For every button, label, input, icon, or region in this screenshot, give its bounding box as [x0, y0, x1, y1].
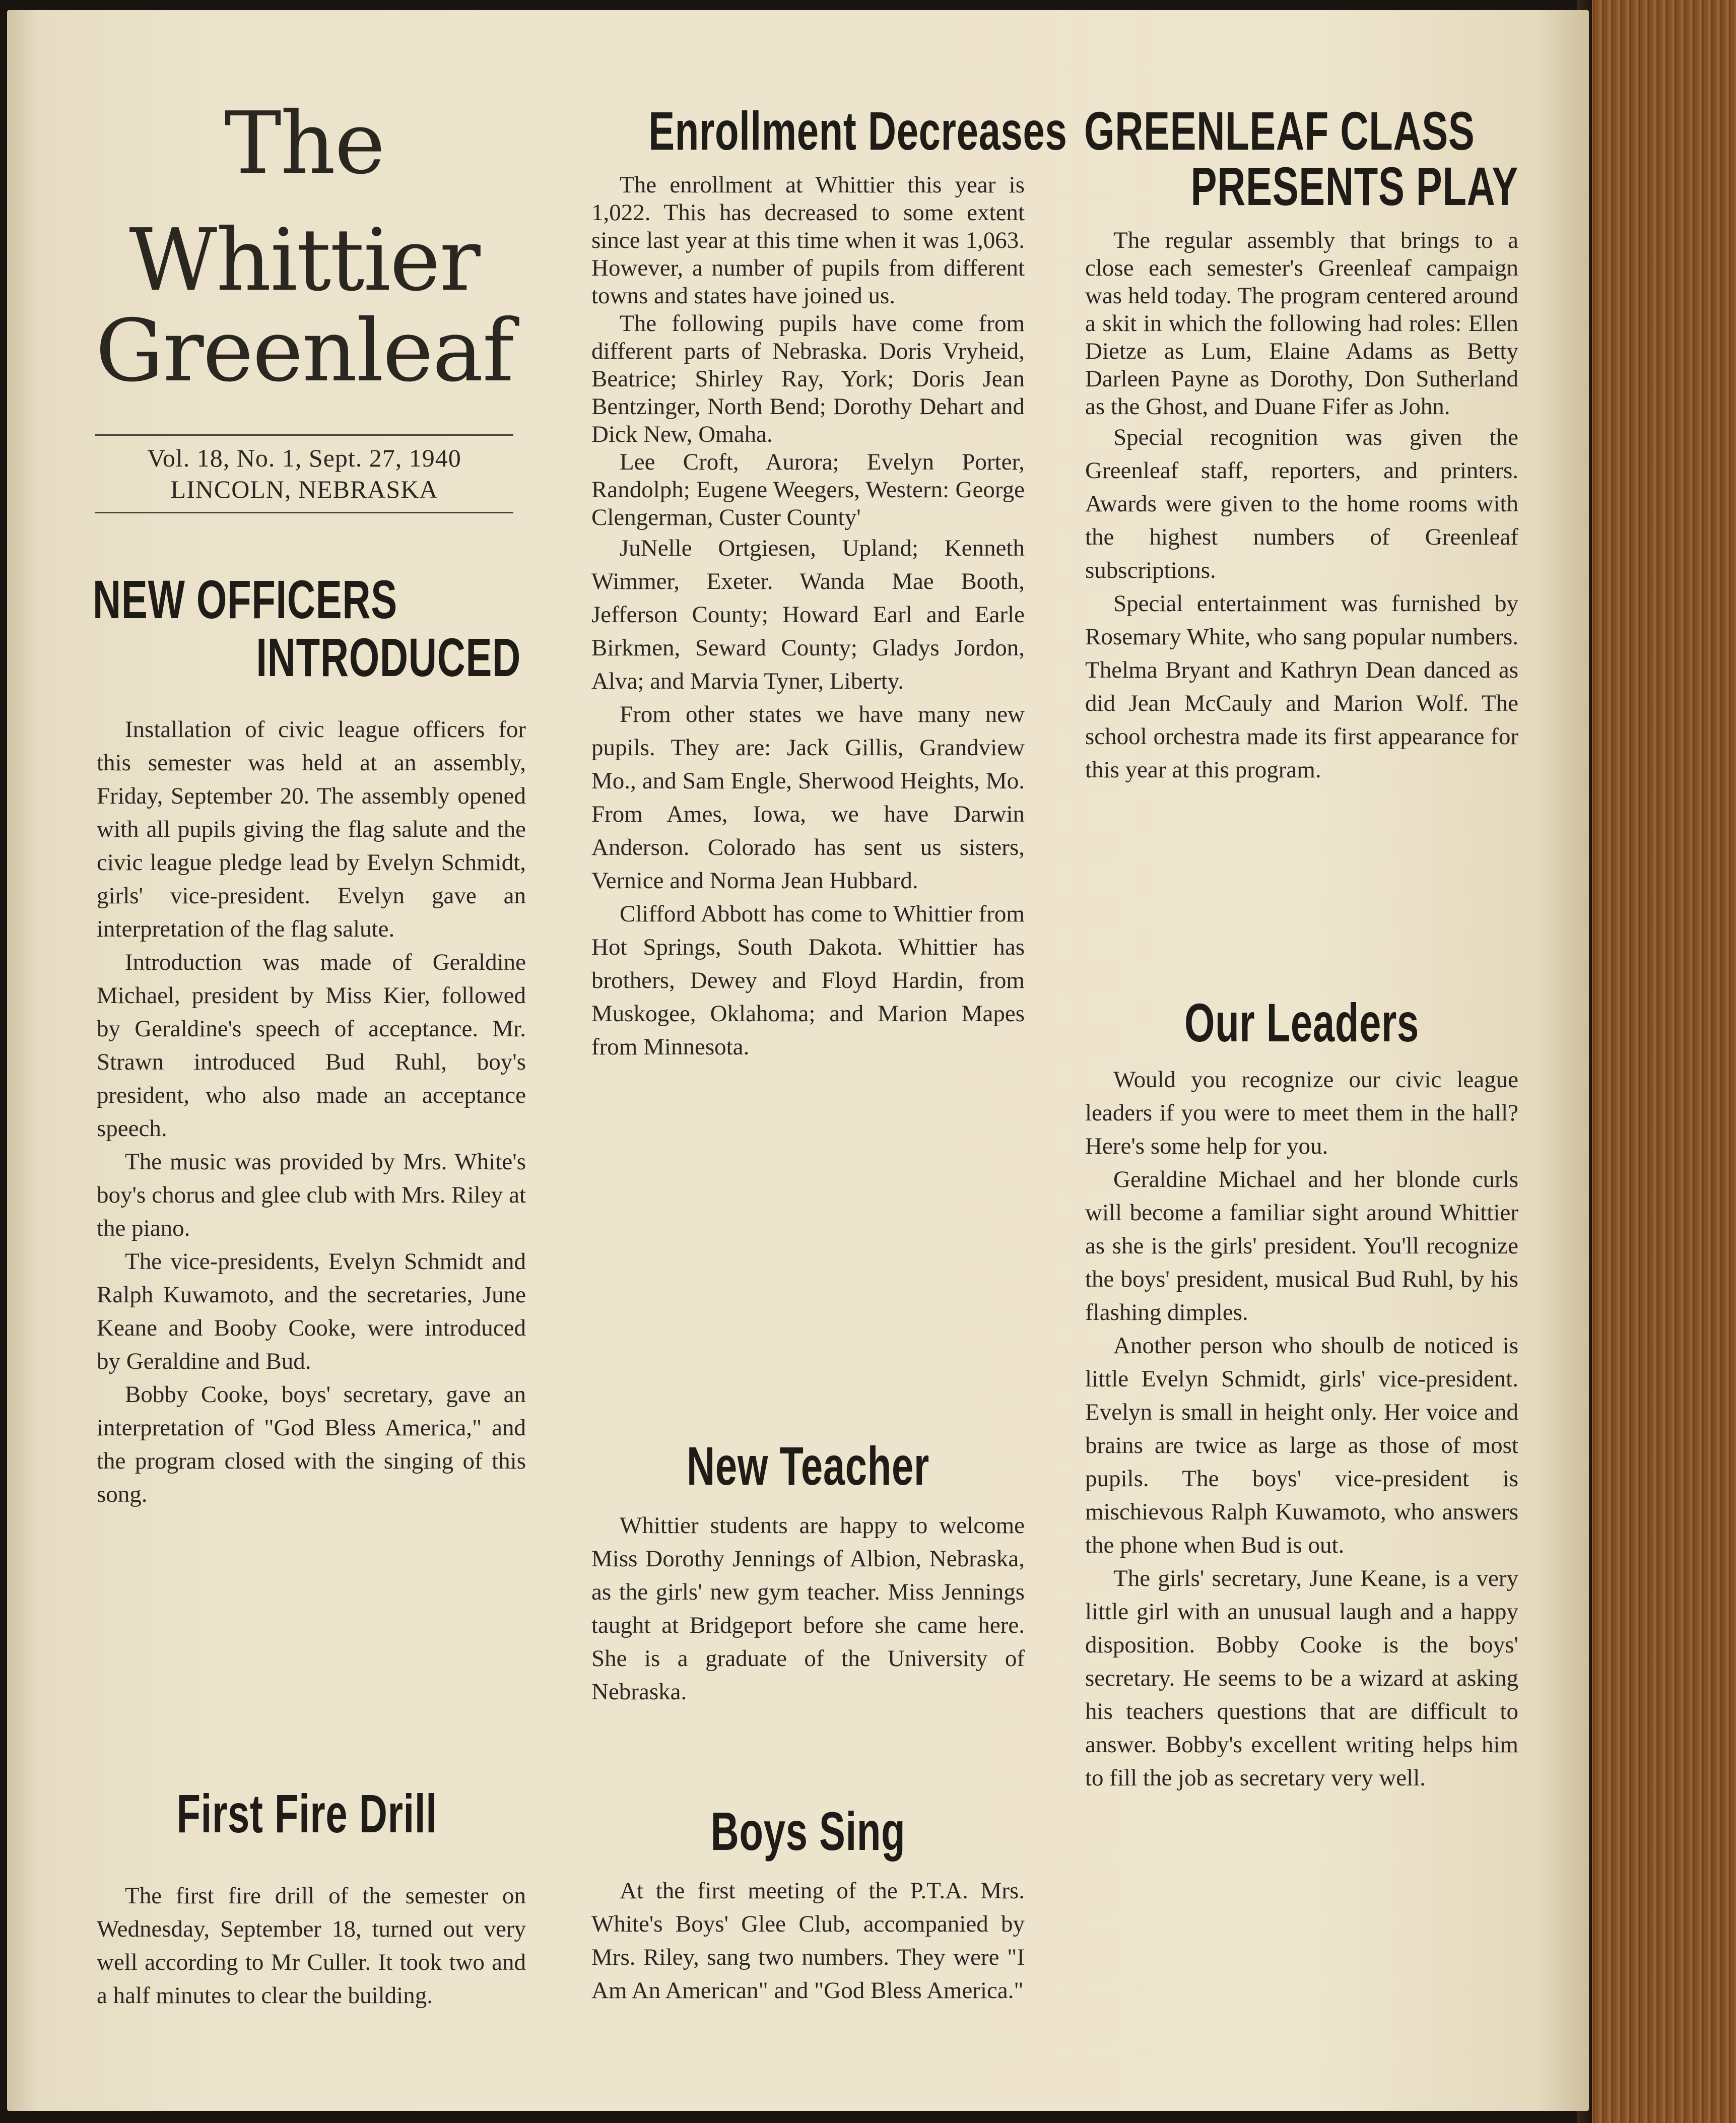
masthead-line-whittier: Whittier [129, 211, 480, 310]
issue-info: Vol. 18, No. 1, Sept. 27, 1940 [147, 444, 461, 472]
paragraph: Installation of civic league officers for this semester was held at an assembly, Friday, September 20. The assembly opened with all pupils giving the flag salute and the civic league pledge lead by Evelyn Schmidt, girls' vice-president. Evelyn gave an interpretation of the flag salute. [97, 716, 526, 942]
paragraph: The music was provided by Mrs. White's boy's chorus and glee club with Mrs. Riley at the piano. [97, 1149, 526, 1241]
paragraph: Geraldine Michael and her blonde curls will become a familiar sight around Whittier as she is the girls' president. You'll recognize the boys' president, musical Bud Ruhl, by his flashing dimples. [1085, 1166, 1518, 1325]
masthead [95, 96, 513, 549]
paragraph: The vice-presidents, Evelyn Schmidt and Ralph Kuwamoto, and the secretaries, June Keane and Booby Cooke, were introduced by Geraldine and Bud. [97, 1248, 526, 1374]
paragraph: The following pupils have come from different parts of Nebraska. Doris Vryheid, Beatrice; Shirley Ray, York; Doris Jean Bentzinger, North Bend; Dorothy Dehart and Dick New, Omaha. [591, 310, 1025, 447]
paragraph: The enrollment at Whittier this year is 1,022. This has decreased to some extent since last year at this time when it was 1,063. However, a number of pupils from different towns and states have joined us. [591, 172, 1025, 309]
paragraph: At the first meeting of the P.T.A. Mrs. White's Boys' Glee Club, accompanied by Mrs. Riley, sang two numbers. They were "I Am An American" and "God Bless America." [591, 1878, 1025, 2004]
headline-boys-sing: Boys Sing [710, 1801, 906, 1862]
paragraph: Bobby Cooke, boys' secretary, gave an interpretation of "God Bless America," and the program closed with the singing of this song. [97, 1381, 526, 1507]
paragraph: From other states we have many new pupils. They are: Jack Gillis, Grandview Mo., and Sam Engle, Sherwood Heights, Mo. From Ames, Iowa, we have Darwin Anderson. Colorado has sent us sisters, Vernice and Norma Jean Hubbard. [591, 701, 1025, 894]
paragraph: The girls' secretary, June Keane, is a very little girl with an unusual laugh and a happy disposition. Bobby Cooke is the boys' secretary. He seems to be a wizard at asking his teachers questions that are difficult to answer. Bobby's excellent writing helps him to fill the job as secretary very well. [1085, 1565, 1518, 1791]
masthead-line-greenleaf: Greenleaf [95, 301, 513, 401]
masthead-line-the: The [224, 94, 384, 193]
paragraph: Special entertainment was furnished by Rosemary White, who sang popular numbers. Thelma Bryant and Kathryn Dean danced as did Jean McCauly and Marion Wolf. The school orchestra made its first appearance for this year at this program. [1085, 590, 1518, 783]
headline-new-officers-2: INTRODUCED [256, 627, 521, 688]
newspaper-page [7, 10, 1589, 2111]
article-greenleaf-play [1085, 227, 1518, 786]
headline-fire-drill: First Fire Drill [176, 1783, 437, 1844]
paragraph: Clifford Abbott has come to Whittier from Hot Springs, South Dakota. Whittier has brothers, Dewey and Floyd Hardin, from Muskogee, Oklahoma; and Marion Mapes from Minnesota. [591, 901, 1025, 1060]
headline-greenleaf-play-1: GREENLEAF CLASS [1084, 100, 1475, 161]
paragraph: Would you recognize our civic league leaders if you were to meet them in the hall? Here's some help for you. [1085, 1067, 1518, 1159]
headline-new-officers-1: NEW OFFICERS [93, 569, 397, 630]
article-new-officers [97, 713, 526, 1511]
issue-place: LINCOLN, NEBRASKA [170, 475, 438, 503]
paragraph: The first fire drill of the semester on Wednesday, September 18, turned out very well according to Mr Culler. It took two and a half minutes to clear the building. [97, 1883, 526, 2009]
headline-our-leaders: Our Leaders [1184, 992, 1420, 1053]
paragraph: The regular assembly that brings to a close each semester's Greenleaf campaign was held today. The program centered around a skit in which the following had roles: Ellen Dietze as Lum, Elaine Adams as Betty Darleen Payne as Dorothy, Don Sutherland as the Ghost, and Duane Fifer as John. [1085, 227, 1518, 420]
masthead-bottom-rule [95, 512, 513, 513]
paragraph: Another person who shoulb de noticed is little Evelyn Schmidt, girls' vice-president. Evelyn is small in height only. Her voice and brains are twice as large as those of most pupils. The boys' vice-president is mischievous Ralph Kuwamoto, who answers the phone when Bud is out. [1085, 1333, 1518, 1558]
paragraph: Whittier students are happy to welcome Miss Dorothy Jennings of Albion, Nebraska, as the girls' new gym teacher. Miss Jennings taught at Bridgeport before she came here. She is a graduate of the University of Nebraska. [591, 1512, 1025, 1705]
headline-greenleaf-play-2: PRESENTS PLAY [1190, 156, 1518, 217]
book-binding [1587, 0, 1736, 2123]
article-fire-drill [97, 1879, 526, 2012]
paragraph: Introduction was made of Geraldine Michael, president by Miss Kier, followed by Geraldine's speech of acceptance. Mr. Strawn introduced Bud Ruhl, boy's president, who also made an acceptance speech. [97, 949, 526, 1142]
article-our-leaders [1085, 1063, 1518, 1795]
headline-enrollment: Enrollment Decreases [648, 100, 1067, 161]
paragraph: Lee Croft, Aurora; Evelyn Porter, Randolph; Eugene Weegers, Western: George Clengerman, Custer County' [591, 449, 1025, 530]
paragraph: Special recognition was given the Greenleaf staff, reporters, and printers. Awards were given to the home rooms with the highest numbers of Greenleaf subscriptions. [1085, 424, 1518, 583]
paragraph: JuNelle Ortgiesen, Upland; Kenneth Wimmer, Exeter. Wanda Mae Booth, Jefferson County; Howard Earl and Earle Birkmen, Seward County; Gladys Jordon, Alva; and Marvia Tyner, Liberty. [591, 535, 1025, 694]
article-boys-sing [591, 1874, 1025, 2007]
article-enrollment [591, 171, 1025, 1064]
article-new-teacher [591, 1509, 1025, 1708]
headline-new-teacher: New Teacher [687, 1435, 929, 1496]
masthead-top-rule [95, 434, 513, 436]
